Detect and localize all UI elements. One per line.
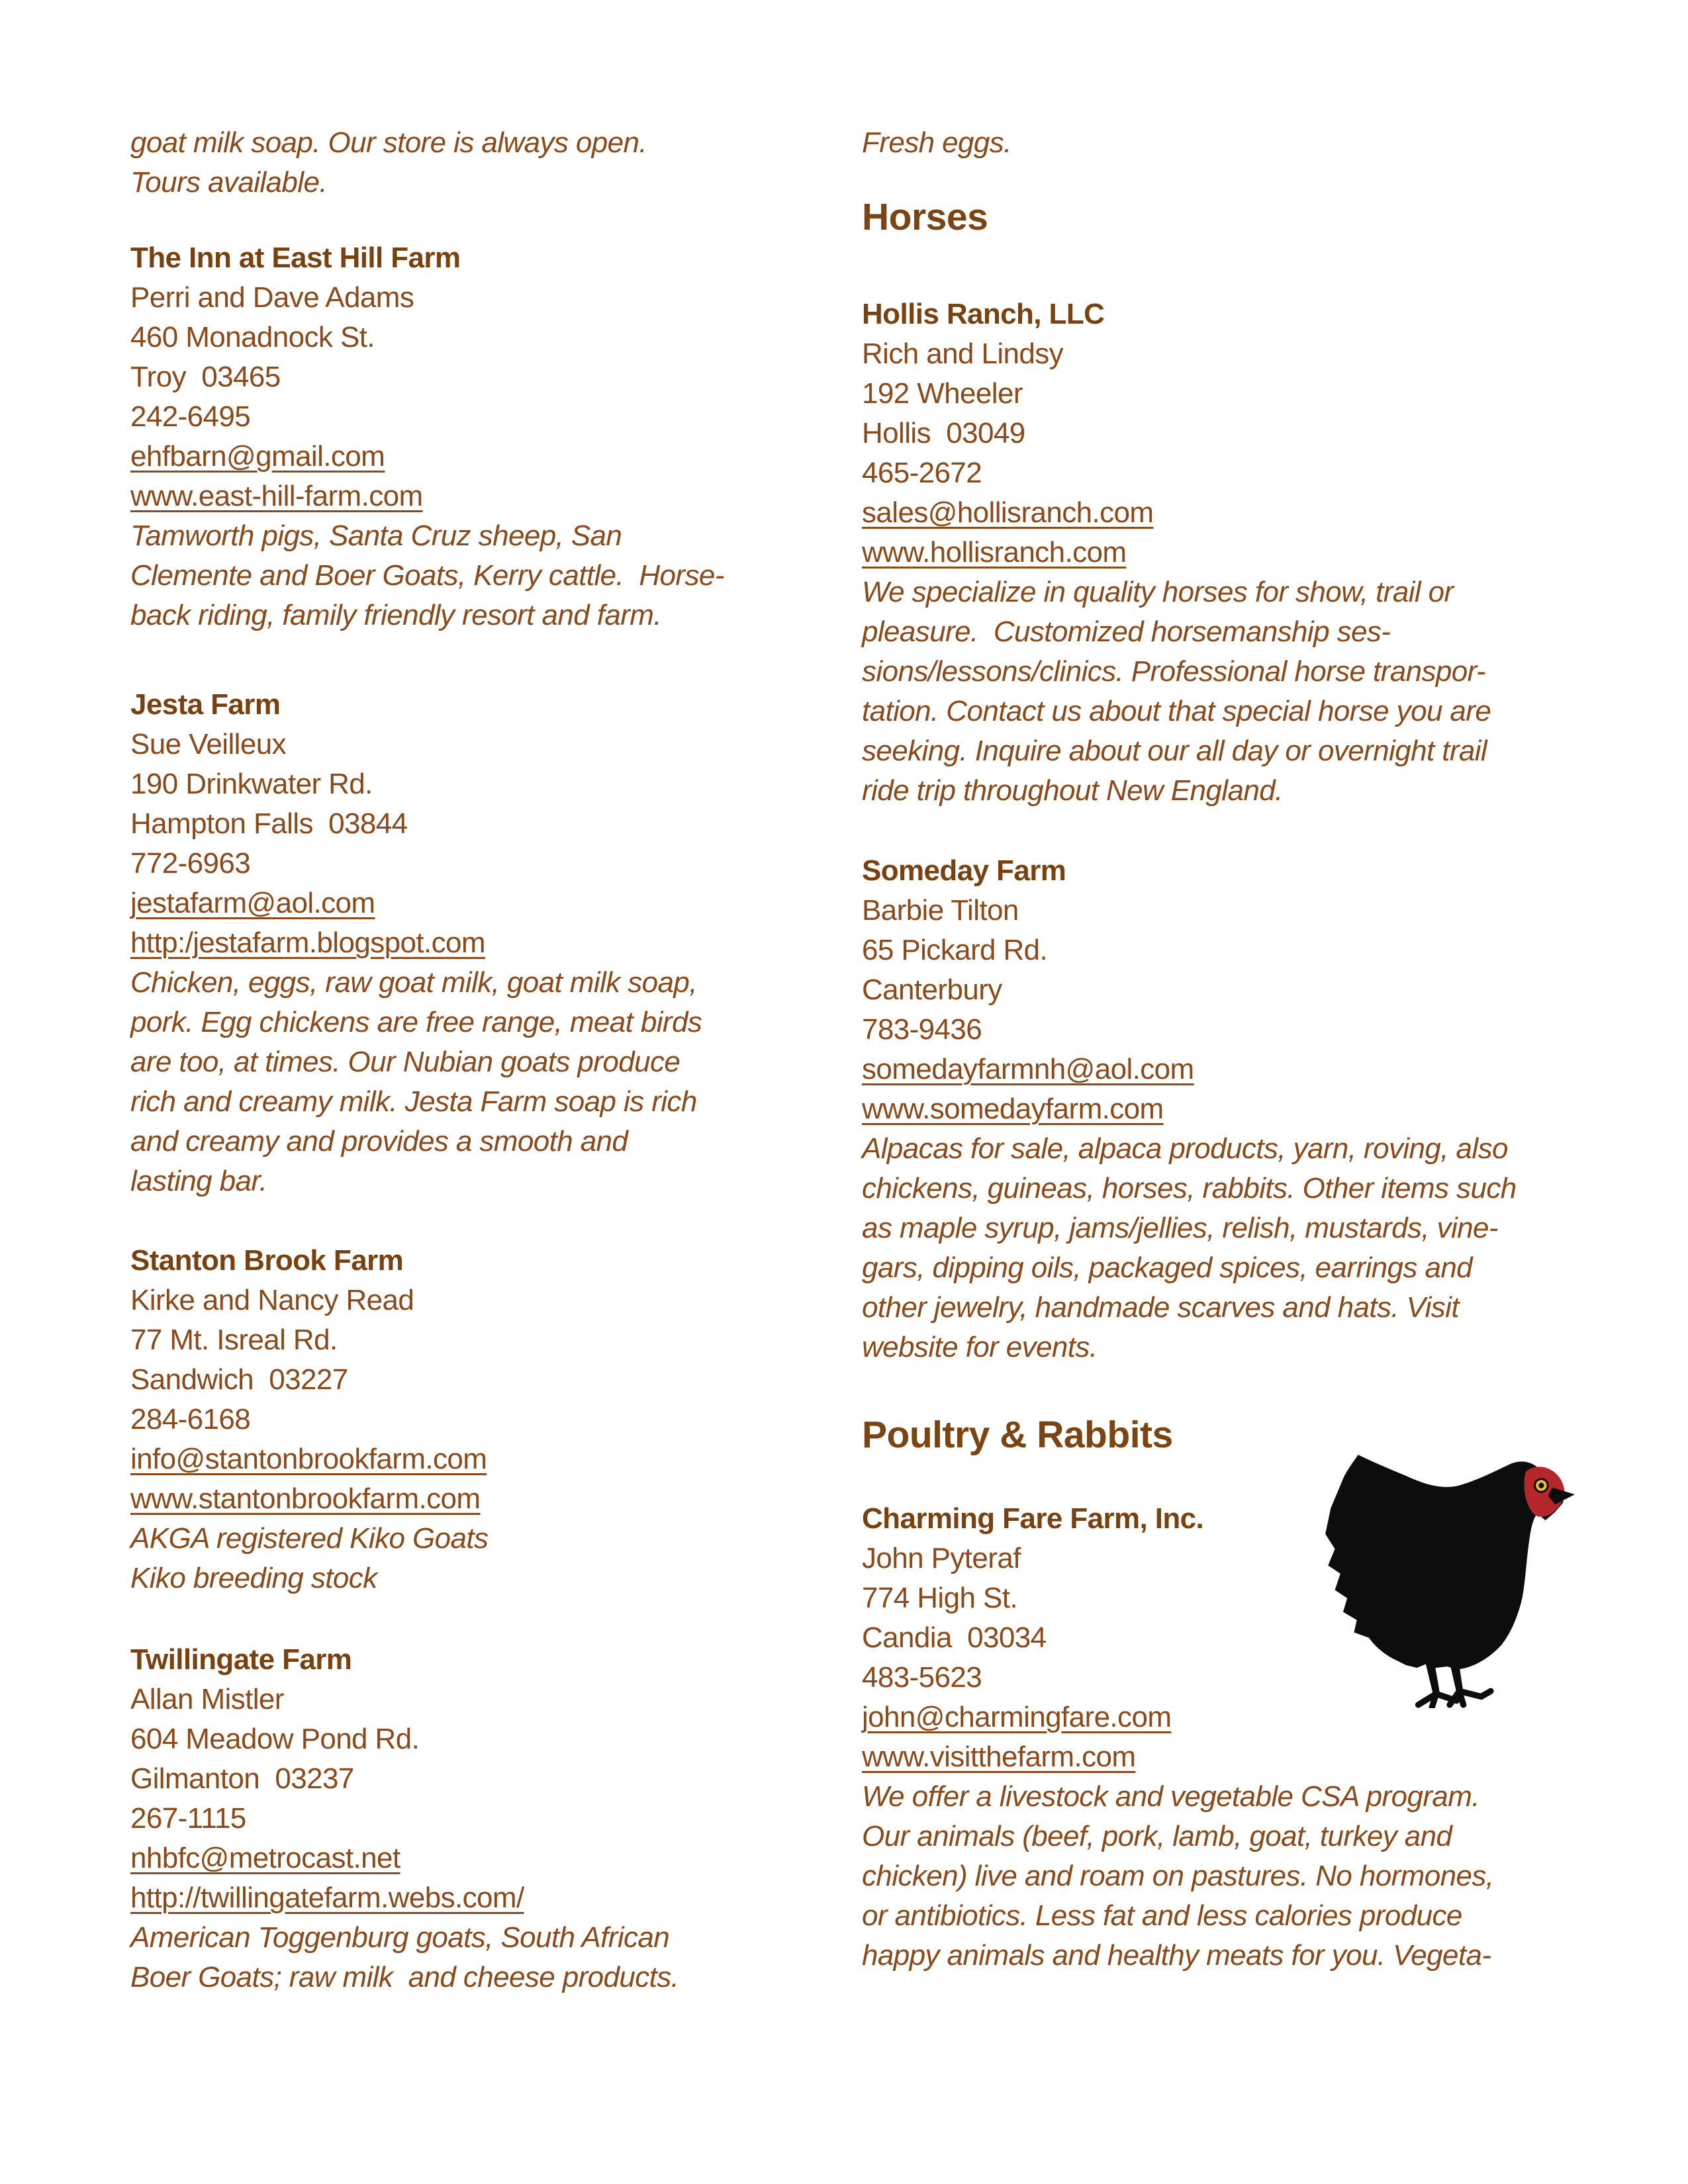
- intro-line: goat milk soap. Our store is always open.: [130, 126, 647, 159]
- farm-description-line: lasting bar.: [130, 1165, 267, 1197]
- farm-description-line: tation. Contact us about that special horse you are: [862, 695, 1491, 727]
- contact-line: Gilmanton 03237: [130, 1762, 354, 1795]
- section-heading-horses: Horses: [862, 196, 988, 238]
- farm-description-line: chickens, guineas, horses, rabbits. Other items such: [862, 1172, 1517, 1205]
- farm-description-line: We offer a livestock and vegetable CSA program.: [862, 1780, 1479, 1813]
- intro-continuation-paragraph: [862, 123, 1550, 163]
- farm-description-line: rich and creamy milk. Jesta Farm soap is rich: [130, 1085, 697, 1118]
- contact-line: Sue Veilleux: [130, 728, 286, 760]
- email-link[interactable]: john@charmingfare.com: [862, 1701, 1172, 1733]
- intro-line: Fresh eggs.: [862, 126, 1011, 159]
- farm-name: The Inn at East Hill Farm: [130, 242, 461, 274]
- farm-entry-east-hill-farm: [130, 238, 806, 635]
- contact-line: 772-6963: [130, 847, 251, 880]
- website-link[interactable]: www.somedayfarm.com: [862, 1093, 1164, 1125]
- contact-line: 774 High St.: [862, 1582, 1017, 1614]
- farm-name: Someday Farm: [862, 854, 1066, 887]
- farm-description-line: Our animals (beef, pork, lamb, goat, turkey and: [862, 1820, 1452, 1852]
- farm-description-line: other jewelry, handmade scarves and hats. Visit: [862, 1291, 1459, 1324]
- farm-description-line: American Toggenburg goats, South African: [130, 1921, 670, 1954]
- farm-name: Stanton Brook Farm: [130, 1244, 404, 1277]
- contact-line: 65 Pickard Rd.: [862, 934, 1048, 966]
- farm-description-line: sions/lessons/clinics. Professional horse transpor-: [862, 655, 1485, 688]
- farm-name: Twillingate Farm: [130, 1643, 352, 1676]
- farm-entry-twillingate-farm: [130, 1640, 806, 1997]
- website-link[interactable]: http://twillingatefarm.webs.com/: [130, 1882, 524, 1914]
- website-link[interactable]: www.east-hill-farm.com: [130, 480, 423, 512]
- contact-line: 190 Drinkwater Rd.: [130, 768, 373, 800]
- farm-description-line: are too, at times. Our Nubian goats produce: [130, 1046, 680, 1078]
- email-link[interactable]: jestafarm@aol.com: [130, 887, 375, 919]
- farm-name: Jesta Farm: [130, 688, 281, 721]
- contact-line: Canterbury: [862, 974, 1002, 1006]
- contact-line: 483-5623: [862, 1661, 982, 1694]
- farm-description-line: pork. Egg chickens are free range, meat birds: [130, 1006, 702, 1038]
- email-link[interactable]: somedayfarmnh@aol.com: [862, 1053, 1194, 1085]
- website-link[interactable]: www.visitthefarm.com: [862, 1741, 1136, 1773]
- contact-line: 783-9436: [862, 1013, 982, 1046]
- farm-description-line: ride trip throughout New England.: [862, 774, 1283, 807]
- farm-name: Charming Fare Farm, Inc.: [862, 1502, 1204, 1535]
- contact-line: Allan Mistler: [130, 1683, 284, 1715]
- farm-description-line: Clemente and Boer Goats, Kerry cattle. Horse-: [130, 559, 724, 592]
- farm-description-line: or antibiotics. Less fat and less calories produce: [862, 1899, 1462, 1932]
- contact-line: 77 Mt. Isreal Rd.: [130, 1324, 338, 1356]
- contact-line: 267-1115: [130, 1802, 246, 1835]
- farm-description-line: pleasure. Customized horsemanship ses-: [862, 615, 1391, 648]
- section-heading-poultry-rabbits: Poultry & Rabbits: [862, 1414, 1173, 1456]
- contact-line: 192 Wheeler: [862, 377, 1023, 410]
- farm-description-line: happy animals and healthy meats for you. Vegeta-: [862, 1939, 1491, 1972]
- contact-line: Perri and Dave Adams: [130, 281, 414, 314]
- contact-line: Troy 03465: [130, 361, 281, 393]
- contact-line: John Pyteraf: [862, 1542, 1021, 1574]
- website-link[interactable]: www.hollisranch.com: [862, 536, 1127, 569]
- intro-line: Tours available.: [130, 166, 327, 199]
- contact-line: 284-6168: [130, 1403, 251, 1435]
- farm-description-line: seeking. Inquire about our all day or overnight trail: [862, 735, 1487, 767]
- email-link[interactable]: nhbfc@metrocast.net: [130, 1842, 400, 1874]
- farm-description-line: gars, dipping oils, packaged spices, earrings and: [862, 1251, 1473, 1284]
- contact-line: 460 Monadnock St.: [130, 321, 375, 353]
- contact-line: Sandwich 03227: [130, 1363, 348, 1396]
- black-hen-image: [1323, 1451, 1575, 1708]
- farm-description-line: and creamy and provides a smooth and: [130, 1125, 628, 1158]
- email-link[interactable]: sales@hollisranch.com: [862, 496, 1154, 529]
- contact-line: Kirke and Nancy Read: [130, 1284, 414, 1316]
- contact-line: 242-6495: [130, 400, 251, 433]
- farm-entry-jesta-farm: [130, 685, 806, 1201]
- farm-description-line: website for events.: [862, 1331, 1098, 1363]
- farm-description-line: We specialize in quality horses for show, trail or: [862, 576, 1454, 608]
- farm-description-line: Kiko breeding stock: [130, 1562, 377, 1594]
- farm-description-line: Boer Goats; raw milk and cheese products.: [130, 1961, 679, 1993]
- farm-description-line: Chicken, eggs, raw goat milk, goat milk soap,: [130, 966, 697, 999]
- farm-description-line: Tamworth pigs, Santa Cruz sheep, San: [130, 520, 622, 552]
- farm-description-line: Alpacas for sale, alpaca products, yarn, roving, also: [862, 1132, 1508, 1165]
- farm-entry-stanton-brook-farm: [130, 1241, 806, 1598]
- email-link[interactable]: ehfbarn@gmail.com: [130, 440, 385, 473]
- farm-description-line: as maple syrup, jams/jellies, relish, mustards, vine-: [862, 1212, 1498, 1244]
- website-link[interactable]: http:/jestafarm.blogspot.com: [130, 927, 485, 959]
- farm-entry-someday-farm: [862, 851, 1550, 1367]
- contact-line: Hampton Falls 03844: [130, 807, 408, 840]
- farm-name: Hollis Ranch, LLC: [862, 298, 1105, 330]
- farm-entry-hollis-ranch: [862, 295, 1550, 811]
- contact-line: Rich and Lindsy: [862, 338, 1064, 370]
- contact-line: Hollis 03049: [862, 417, 1025, 449]
- contact-line: Candia 03034: [862, 1621, 1047, 1654]
- contact-line: 465-2672: [862, 457, 982, 489]
- farm-description-line: back riding, family friendly resort and farm.: [130, 599, 661, 631]
- contact-line: 604 Meadow Pond Rd.: [130, 1723, 420, 1755]
- left-column: [130, 123, 806, 1997]
- website-link[interactable]: www.stantonbrookfarm.com: [130, 1482, 481, 1515]
- email-link[interactable]: info@stantonbrookfarm.com: [130, 1443, 487, 1475]
- intro-continuation-paragraph: [130, 123, 806, 203]
- contact-line: Barbie Tilton: [862, 894, 1019, 927]
- farm-description-line: AKGA registered Kiko Goats: [130, 1522, 489, 1555]
- farm-description-line: chicken) live and roam on pastures. No hormones,: [862, 1860, 1494, 1892]
